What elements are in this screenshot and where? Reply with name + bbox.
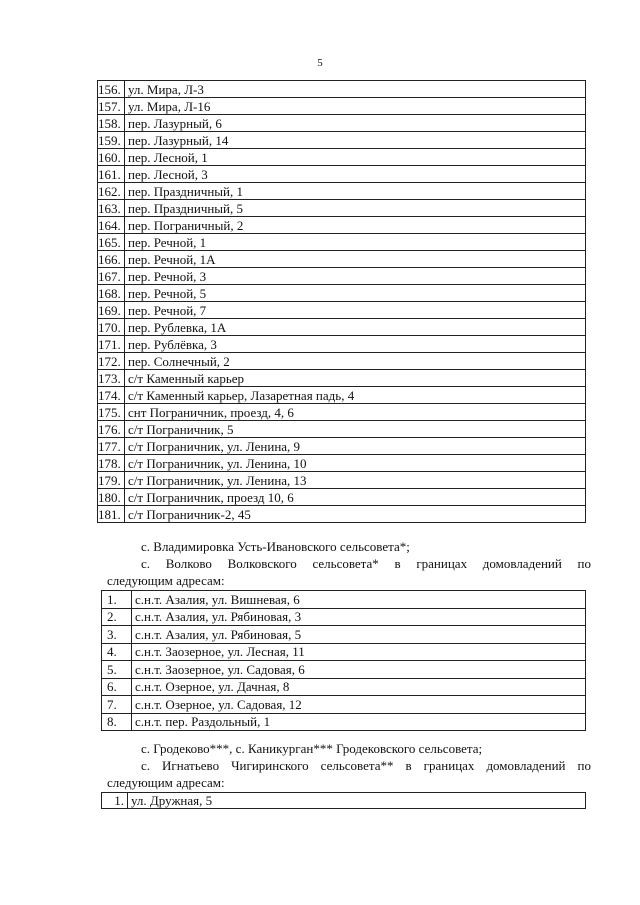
row-address: пер. Речной, 5 xyxy=(125,285,586,302)
paragraph-ignatievo-line2: следующим адресам: xyxy=(107,775,225,790)
row-address: снт Пограничник, проезд, 4, 6 xyxy=(125,404,586,421)
row-address: с/т Пограничник, 5 xyxy=(125,421,586,438)
table-row xyxy=(98,81,586,98)
row-number: 169. xyxy=(98,302,125,319)
table-row xyxy=(98,98,586,115)
table-row xyxy=(98,302,586,319)
row-address: ул. Дружная, 5 xyxy=(128,793,586,809)
row-address: пер. Лесной, 3 xyxy=(125,166,586,183)
paragraph-vladimirovka: с. Владимировка Усть-Ивановского сельсовета*; xyxy=(141,539,410,554)
row-number: 161. xyxy=(98,166,125,183)
table-row xyxy=(98,370,586,387)
table-row xyxy=(102,591,586,609)
row-address: пер. Солнечный, 2 xyxy=(125,353,586,370)
table-row xyxy=(102,643,586,661)
table-row xyxy=(98,285,586,302)
table-row xyxy=(102,661,586,679)
table-row xyxy=(102,626,586,644)
row-address: с.н.т. пер. Раздольный, 1 xyxy=(132,713,586,731)
row-address: с/т Каменный карьер, Лазаретная падь, 4 xyxy=(125,387,586,404)
table-row xyxy=(98,251,586,268)
row-number: 5. xyxy=(102,661,132,679)
table-row xyxy=(102,696,586,714)
table-row xyxy=(98,421,586,438)
row-address: пер. Пограничный, 2 xyxy=(125,217,586,234)
row-number: 1. xyxy=(102,793,128,809)
table-row xyxy=(98,438,586,455)
row-number: 177. xyxy=(98,438,125,455)
row-number: 168. xyxy=(98,285,125,302)
row-address: с/т Пограничник, проезд 10, 6 xyxy=(125,489,586,506)
row-address: пер. Рублевка, 1А xyxy=(125,319,586,336)
row-address: с/т Каменный карьер xyxy=(125,370,586,387)
row-number: 170. xyxy=(98,319,125,336)
table-row xyxy=(98,455,586,472)
row-number: 166. xyxy=(98,251,125,268)
address-table-1 xyxy=(97,80,586,523)
row-address: пер. Лазурный, 6 xyxy=(125,115,586,132)
row-address: с.н.т. Азалия, ул. Вишневая, 6 xyxy=(132,591,586,609)
table-row xyxy=(98,353,586,370)
row-number: 158. xyxy=(98,115,125,132)
row-number: 6. xyxy=(102,678,132,696)
address-table-volkovo xyxy=(101,590,586,731)
row-number: 173. xyxy=(98,370,125,387)
row-address: ул. Мира, Л-16 xyxy=(125,98,586,115)
table-row xyxy=(102,678,586,696)
row-address: пер. Речной, 1 xyxy=(125,234,586,251)
row-number: 165. xyxy=(98,234,125,251)
table-row xyxy=(102,608,586,626)
row-number: 2. xyxy=(102,608,132,626)
row-number: 171. xyxy=(98,336,125,353)
row-number: 163. xyxy=(98,200,125,217)
row-address: пер. Лазурный, 14 xyxy=(125,132,586,149)
paragraph-volkovo-line1: с. Волково Волковского сельсовета* в границах домовладений по xyxy=(141,556,591,571)
row-number: 162. xyxy=(98,183,125,200)
row-address: пер. Речной, 1А xyxy=(125,251,586,268)
row-number: 160. xyxy=(98,149,125,166)
table-row xyxy=(98,506,586,523)
row-number: 180. xyxy=(98,489,125,506)
table-row xyxy=(98,268,586,285)
row-number: 7. xyxy=(102,696,132,714)
row-address: с.н.т. Заозерное, ул. Лесная, 11 xyxy=(132,643,586,661)
row-address: пер. Рублёвка, 3 xyxy=(125,336,586,353)
row-number: 3. xyxy=(102,626,132,644)
table-row xyxy=(98,404,586,421)
row-address: пер. Праздничный, 5 xyxy=(125,200,586,217)
paragraph-ignatievo-line1: с. Игнатьево Чигиринского сельсовета** в границах домовладений по xyxy=(141,758,591,773)
table-row xyxy=(98,387,586,404)
row-number: 167. xyxy=(98,268,125,285)
table-row xyxy=(102,793,586,809)
table-row xyxy=(98,319,586,336)
row-number: 178. xyxy=(98,455,125,472)
row-address: с.н.т. Заозерное, ул. Садовая, 6 xyxy=(132,661,586,679)
row-address: с/т Пограничник, ул. Ленина, 10 xyxy=(125,455,586,472)
row-number: 164. xyxy=(98,217,125,234)
row-number: 175. xyxy=(98,404,125,421)
row-number: 156. xyxy=(98,81,125,98)
row-address: пер. Праздничный, 1 xyxy=(125,183,586,200)
table-row xyxy=(98,115,586,132)
paragraph-volkovo-line2: следующим адресам: xyxy=(107,573,225,588)
paragraph-grodekovo: с. Гродеково***, с. Каникурган*** Гродековского сельсовета; xyxy=(141,741,483,756)
row-number: 176. xyxy=(98,421,125,438)
table-row xyxy=(98,217,586,234)
row-number: 172. xyxy=(98,353,125,370)
table-row xyxy=(102,713,586,731)
row-address: с.н.т. Озерное, ул. Дачная, 8 xyxy=(132,678,586,696)
row-number: 4. xyxy=(102,643,132,661)
row-address: пер. Речной, 7 xyxy=(125,302,586,319)
table-row xyxy=(98,132,586,149)
table-row xyxy=(98,336,586,353)
row-number: 159. xyxy=(98,132,125,149)
row-number: 181. xyxy=(98,506,125,523)
table-row xyxy=(98,200,586,217)
table-row xyxy=(98,149,586,166)
table-row xyxy=(98,489,586,506)
row-number: 157. xyxy=(98,98,125,115)
table-row xyxy=(98,472,586,489)
address-table-ignatievo xyxy=(101,792,586,809)
row-address: пер. Речной, 3 xyxy=(125,268,586,285)
table-row xyxy=(98,234,586,251)
row-address: ул. Мира, Л-3 xyxy=(125,81,586,98)
table-row xyxy=(98,183,586,200)
row-number: 1. xyxy=(102,591,132,609)
page-number: 5 xyxy=(317,57,323,69)
row-address: пер. Лесной, 1 xyxy=(125,149,586,166)
table-row xyxy=(98,166,586,183)
row-number: 179. xyxy=(98,472,125,489)
row-address: с/т Пограничник, ул. Ленина, 13 xyxy=(125,472,586,489)
row-address: с.н.т. Азалия, ул. Рябиновая, 5 xyxy=(132,626,586,644)
row-address: с/т Пограничник-2, 45 xyxy=(125,506,586,523)
row-number: 8. xyxy=(102,713,132,731)
row-address: с/т Пограничник, ул. Ленина, 9 xyxy=(125,438,586,455)
row-address: с.н.т. Озерное, ул. Садовая, 12 xyxy=(132,696,586,714)
row-address: с.н.т. Азалия, ул. Рябиновая, 3 xyxy=(132,608,586,626)
row-number: 174. xyxy=(98,387,125,404)
